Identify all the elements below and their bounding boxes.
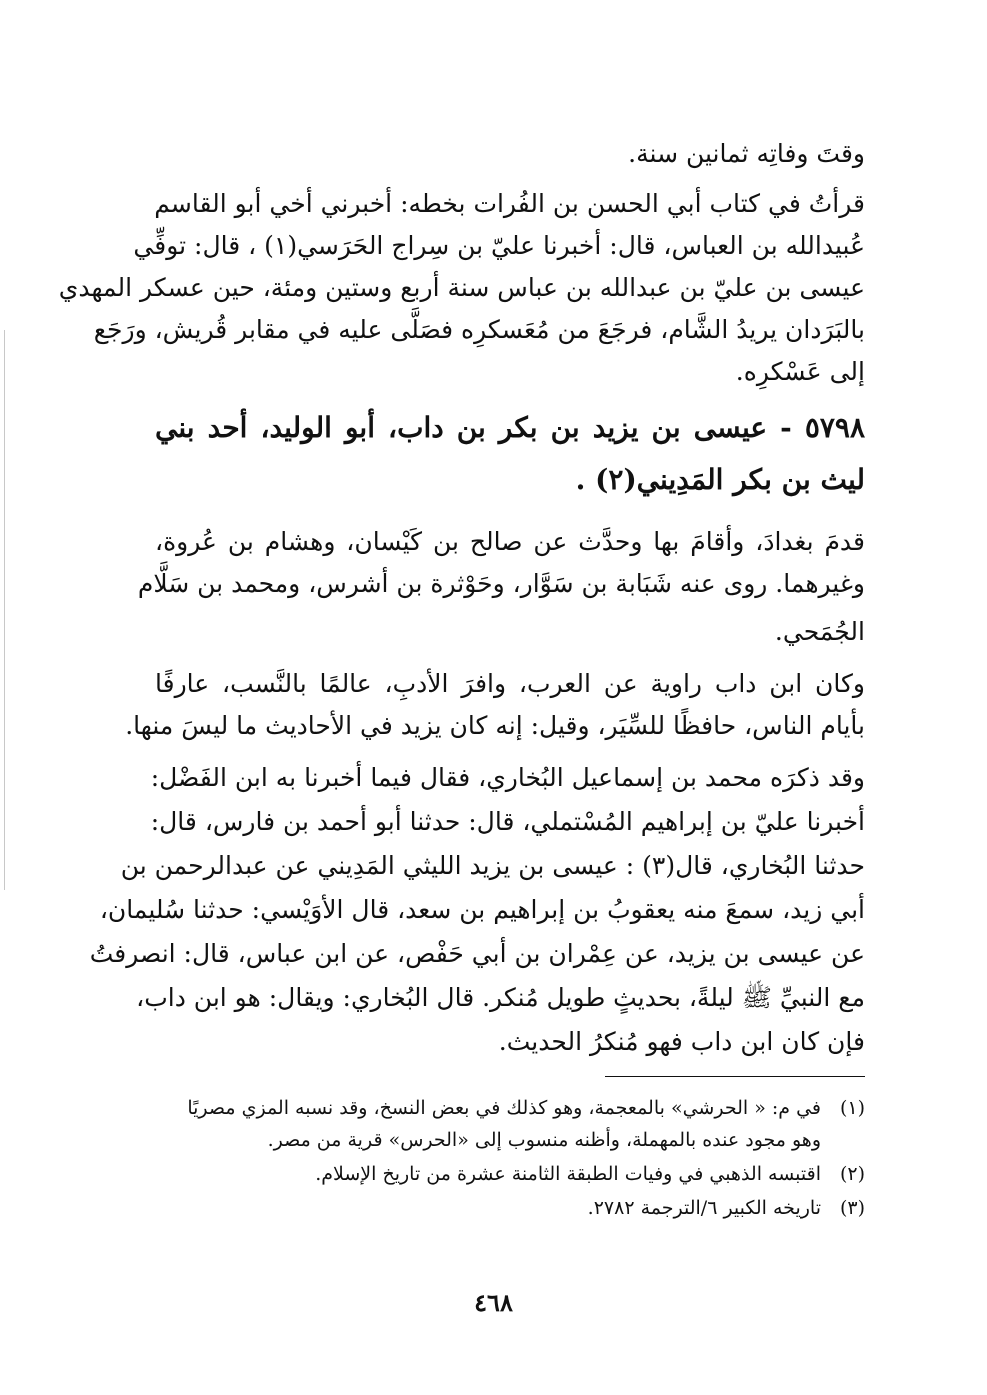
scan-edge-line (4, 330, 5, 890)
entry-line: مع النبيِّ ﷺ ليلةً، بحديثٍ طويل مُنكر. قال البُخاري: ويقال: هو ابن داب، (136, 983, 865, 1012)
body-line: بالبَرَدان يريدُ الشَّام، فرجَعَ من مُعَسكرِه فصَلَّى عليه في مقابر قُريش، ورَجَع (93, 315, 865, 344)
entry-heading-line: ليث بن بكر المَدِيني(٢) . (575, 463, 865, 496)
entry-line: الجُمَحي. (774, 617, 865, 646)
entry-line: وقد ذكرَه محمد بن إسماعيل البُخاري، فقال فيما أخبرنا به ابن الفَضْل: (150, 763, 865, 792)
body-line: عُبيدالله بن العباس، قال: أخبرنا عليّ بن سِراج الحَرَسي(١) ، قال: توفِّي (133, 231, 865, 260)
footnote-separator (605, 1076, 865, 1077)
entry-line: فإن كان ابن داب فهو مُنكرُ الحديث. (498, 1027, 865, 1056)
footnote-1 (155, 1094, 865, 1122)
footnote-number: (٢) (839, 1163, 865, 1185)
footnote-text: في م: « الحرشي» بالمعجمة، وهو كذلك في بعض النسخ، وقد نسبه المزي مصريًا (187, 1097, 821, 1119)
footnote-3 (155, 1194, 865, 1222)
body-line: وقتَ وفاتِه ثمانين سنة. (628, 139, 865, 168)
footnote-text: تاريخه الكبير ٦/الترجمة ٢٧٨٢. (587, 1197, 821, 1219)
footnote-number: (٣) (839, 1197, 865, 1219)
footnote-1-continuation: وهو مجود عنده بالمهملة، وأظنه منسوب إلى «الحرس» قرية من مصر. (267, 1129, 821, 1151)
body-line: عيسى بن عليّ بن عبدالله بن عباس سنة أربع وستين ومئة، حين عسكر المهدي (58, 273, 865, 302)
entry-line: وكان ابن داب راوية عن العرب، وافرَ الأدبِ، عالمًا بالنَّسب، عارفًا (155, 669, 865, 698)
entry-line: عن عيسى بن يزيد، عن عِمْران بن أبي حَفْص، عن ابن عباس، قال: انصرفتُ (89, 939, 865, 968)
page-number: ٤٦٨ (474, 1288, 513, 1317)
entry-line: أخبرنا عليّ بن إبراهيم المُسْتملي، قال: حدثنا أبو أحمد بن فارس، قال: (150, 807, 865, 836)
body-line: إلى عَسْكرِه. (735, 357, 865, 386)
body-line: قرأتُ في كتاب أبي الحسن بن الفُرات بخطه: أخبرني أخي أبو القاسم (154, 189, 865, 218)
entry-line: قدمَ بغدادَ، وأقامَ بها وحدَّث عن صالح بن كَيْسان، وهشام بن عُروة، (155, 527, 865, 556)
footnote-number: (١) (839, 1097, 865, 1119)
footnote-text: اقتبسه الذهبي في وفيات الطبقة الثامنة عشرة من تاريخ الإسلام. (315, 1163, 821, 1185)
entry-heading-line: ٥٧٩٨ - عيسى بن يزيد بن بكر بن داب، أبو الوليد، أحد بني (155, 411, 865, 444)
entry-line: بأيام الناس، حافظًا للسِّيَر، وقيل: إنه كان يزيد في الأحاديث ما ليسَ منها. (125, 711, 865, 740)
entry-line: أبي زيد، سمعَ منه يعقوبُ بن إبراهيم بن سعد، قال الأوَيْسي: حدثنا سُليمان، (99, 895, 865, 924)
entry-line: وغيرهما. روى عنه شَبَابة بن سَوَّار، وحَوْثرة بن أشرس، ومحمد بن سَلَّام (137, 569, 865, 598)
footnote-2 (155, 1160, 865, 1188)
entry-line: حدثنا البُخاري، قال(٣) : عيسى بن يزيد الليثي المَدِيني عن عبدالرحمن بن (120, 851, 865, 880)
